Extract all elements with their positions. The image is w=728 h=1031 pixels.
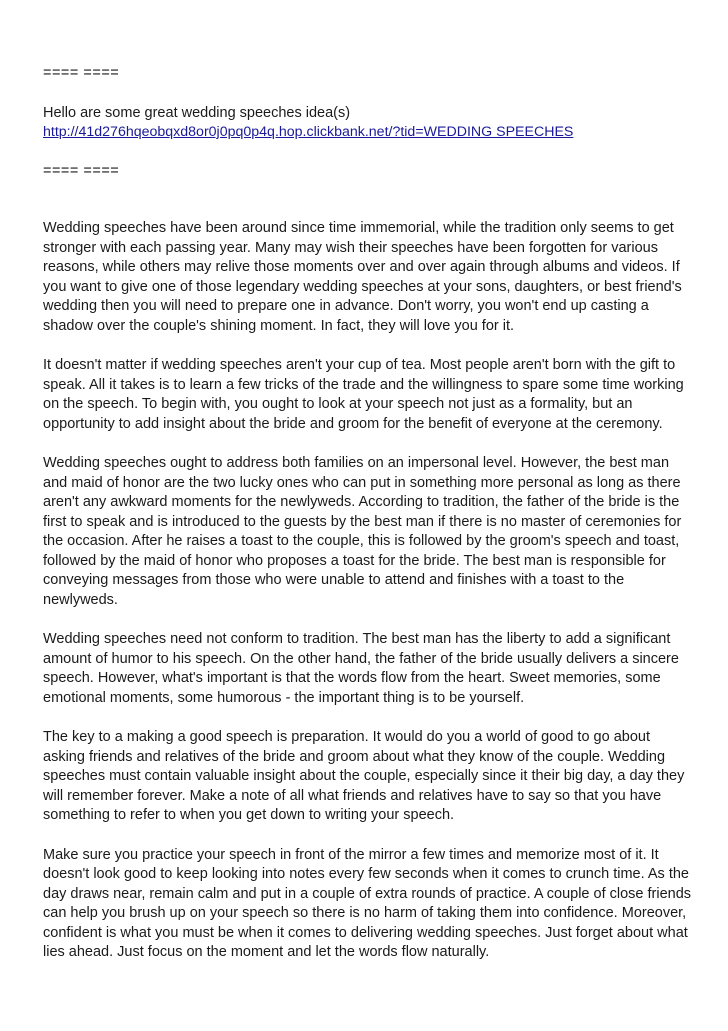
- affiliate-link[interactable]: http://41d276hqeobqxd8or0j0pq0p4q.hop.clickbank.net/?tid=WEDDING SPEECHES: [43, 124, 574, 140]
- paragraph: Make sure you practice your speech in front of the mirror a few times and memorize most of it. It doesn't look good to keep looking into notes every few seconds when it comes to crunch time. As the day draws near, remain calm and put in a couple of extra rounds of practice. A couple of close friends can help you brush up on your speech so there is no harm of taking them into confidence. Moreover, confident is what you must be when it comes to delivering wedding speeches. Just forget about what lies ahead. Just focus on the moment and let the words flow naturally.: [43, 846, 692, 960]
- paragraph: The key to a making a good speech is preparation. It would do you a world of good to go about asking friends and relatives of the bride and groom about what they know of the couple. Wedding speeches must contain valuable insight about the couple, especially since it their big day, a day they will remember forever. Make a note of all what friends and relatives have to say so that you have something to refer to when you get down to writing your speech.: [43, 729, 685, 823]
- paragraph: Wedding speeches ought to address both families on an impersonal level. However, the best man and maid of honor are the two lucky ones who can put in something more personal as long as there aren't any awkward moments for the newlyweds. According to tradition, the father of the bride is the first to speak and is introduced to the guests by the best man if there is no master of ceremonies for the occasion. After he raises a toast to the couple, this is followed by the groom's speech and toast, followed by the maid of honor who proposes a toast for the bride. The best man is responsible for conveying messages from those who were unable to attend and finishes with a toast to the newlyweds.: [43, 455, 682, 608]
- paragraph: Wedding speeches have been around since time immemorial, while the tradition only seems to get stronger with each passing year. Many may wish their speeches have been forgotten for various reasons, while others may relive those moments over and over again through albums and videos. If you want to give one of those legendary wedding speeches at your sons, daughters, or best friend's wedding then you will need to prepare one in advance. Don't worry, you won't end up casting a shadow over the couple's shining moment. In fact, they will love you for it.: [43, 220, 682, 334]
- paragraph: Wedding speeches need not conform to tradition. The best man has the liberty to add a significant amount of humor to his speech. On the other hand, the father of the bride usually delivers a sincere speech. However, what's important is that the words flow from the heart. Sweet memories, some emotional moments, some humorous - the important thing is to be yourself.: [43, 631, 679, 706]
- document-page: [43, 64, 693, 983]
- intro-text: Hello are some great wedding speeches idea(s): [43, 104, 351, 121]
- paragraph: It doesn't matter if wedding speeches aren't your cup of tea. Most people aren't born with the gift to speak. All it takes is to learn a few tricks of the trade and the willingness to spare some time working on the speech. To begin with, you ought to look at your speech not just as a formality, but an opportunity to add insight about the bride and groom for the benefit of everyone at the ceremony.: [43, 357, 684, 432]
- separator-bottom: ==== ====: [43, 162, 120, 179]
- separator-top: ==== ====: [43, 65, 120, 81]
